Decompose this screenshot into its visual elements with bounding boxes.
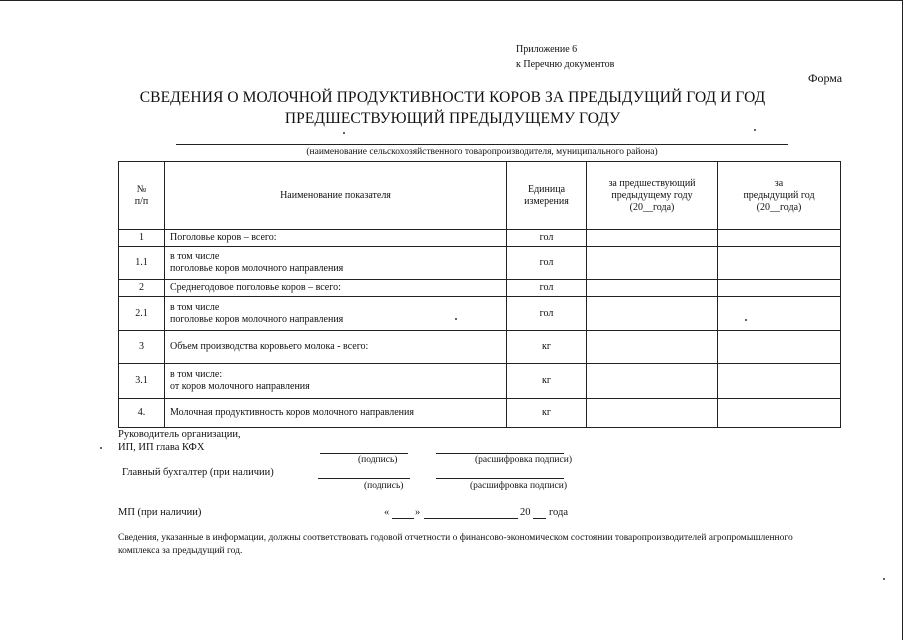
appendix-note xyxy=(516,42,614,72)
row-prev-value-cell[interactable] xyxy=(587,297,718,331)
date-year-line[interactable] xyxy=(533,518,546,519)
accountant-decoding-line[interactable] xyxy=(436,478,564,479)
header-prev-line2: предыдущему году xyxy=(611,189,693,201)
row-prev-value-cell[interactable] xyxy=(587,230,718,247)
header-last-line2: предыдущий год xyxy=(743,189,815,201)
scan-speck xyxy=(343,132,345,134)
row-unit: гол xyxy=(507,297,587,331)
head-decoding-line[interactable] xyxy=(436,453,564,454)
table-row xyxy=(119,280,841,297)
date-month-line[interactable] xyxy=(424,518,518,519)
date-close-quote: » xyxy=(415,507,421,518)
page-border-top xyxy=(0,0,903,1)
header-name: Наименование показателя xyxy=(165,162,507,230)
row-name-line2: от коров молочного направления xyxy=(170,381,310,392)
row-prev-value-cell[interactable] xyxy=(587,247,718,280)
header-num-line1: № xyxy=(136,183,147,195)
row-num: 1 xyxy=(119,230,165,247)
mp-label: МП (при наличии) xyxy=(118,507,202,518)
organization-name-line[interactable] xyxy=(176,144,788,145)
row-name-line2: поголовье коров молочного направления xyxy=(170,263,344,274)
row-last-value-cell[interactable] xyxy=(718,247,841,280)
row-name-line1: Среднегодовое поголовье коров – всего: xyxy=(170,282,341,293)
footnote: Сведения, указанные в информации, должны соответствовать годовой отчетности о финансово-экономическом состоянии товаропроизводителей агропромышленного комплекса за предыдущий год. xyxy=(118,533,793,556)
header-unit xyxy=(507,162,587,230)
title-line1: СВЕДЕНИЯ О МОЛОЧНОЙ ПРОДУКТИВНОСТИ КОРОВ ЗА ПРЕДЫДУЩИЙ ГОД И ГОД xyxy=(139,89,766,106)
row-num: 2 xyxy=(119,280,165,297)
row-name xyxy=(165,230,507,247)
row-name xyxy=(165,364,507,399)
row-name xyxy=(165,297,507,331)
row-name-line1: в том числе xyxy=(170,301,220,313)
scan-speck xyxy=(100,447,102,449)
scan-speck xyxy=(455,318,457,320)
head-label-line1: Руководитель организации, xyxy=(118,429,241,440)
row-name xyxy=(165,280,507,297)
title-line2: ПРЕДШЕСТВУЮЩИЙ ПРЕДЫДУЩЕМУ ГОДУ xyxy=(284,110,621,127)
row-last-value-cell[interactable] xyxy=(718,230,841,247)
row-prev-value-cell[interactable] xyxy=(587,280,718,297)
row-unit: гол xyxy=(507,230,587,247)
appendix-line1: Приложение 6 xyxy=(516,44,578,55)
row-num: 1.1 xyxy=(119,247,165,280)
organization-caption: (наименование сельскохозяйственного товаропроизводителя, муниципального района) xyxy=(306,147,658,157)
row-num: 2.1 xyxy=(119,297,165,331)
head-decoding-caption: (расшифровка подписи) xyxy=(475,455,572,465)
row-name-line2: поголовье коров молочного направления xyxy=(170,313,344,325)
table-row xyxy=(119,247,841,280)
head-signature-line[interactable] xyxy=(320,453,408,454)
row-prev-value-cell[interactable] xyxy=(587,399,718,428)
header-last-year xyxy=(718,162,841,230)
header-prev-year xyxy=(587,162,718,230)
document-title xyxy=(0,87,905,129)
row-last-value-cell[interactable] xyxy=(718,331,841,364)
accountant-label: Главный бухгалтер (при наличии) xyxy=(122,467,274,478)
row-unit: кг xyxy=(507,364,587,399)
scan-speck xyxy=(883,578,885,580)
row-num: 3 xyxy=(119,331,165,364)
head-signature-label xyxy=(118,428,241,454)
table-row xyxy=(119,297,841,331)
date-year-prefix: 20 xyxy=(520,507,531,518)
row-prev-value-cell[interactable] xyxy=(587,331,718,364)
table-row xyxy=(119,230,841,247)
row-last-value-cell[interactable] xyxy=(718,280,841,297)
row-name-line1: Поголовье коров – всего: xyxy=(170,232,277,243)
row-unit: кг xyxy=(507,399,587,428)
date-day-line[interactable] xyxy=(392,518,414,519)
row-name-line1: в том числе: xyxy=(170,369,223,380)
table-row xyxy=(119,399,841,428)
header-unit-line2: измерения xyxy=(524,195,569,207)
header-last-line1: за xyxy=(774,177,784,189)
scan-speck xyxy=(754,129,756,131)
row-name xyxy=(165,247,507,280)
row-unit: гол xyxy=(507,247,587,280)
head-label-line2: ИП, ИП глава КФХ xyxy=(118,442,205,453)
appendix-line2: к Перечню документов xyxy=(516,59,615,70)
row-unit: кг xyxy=(507,331,587,364)
scan-speck xyxy=(745,319,747,321)
row-last-value-cell[interactable] xyxy=(718,297,841,331)
row-name xyxy=(165,331,507,364)
header-unit-line1: Единица xyxy=(527,183,566,195)
header-prev-line3: (20__года) xyxy=(629,201,675,213)
row-name-line1: в том числе xyxy=(170,251,220,262)
row-num: 4. xyxy=(119,399,165,428)
accountant-decoding-caption: (расшифровка подписи) xyxy=(470,481,567,491)
table-row xyxy=(119,364,841,399)
header-prev-line1: за предшествующий xyxy=(608,177,696,189)
date-open-quote: « xyxy=(384,507,390,518)
form-label: Форма xyxy=(808,71,843,85)
row-name xyxy=(165,399,507,428)
accountant-signature-caption: (подпись) xyxy=(364,481,404,491)
header-num xyxy=(119,162,165,230)
accountant-signature-line[interactable] xyxy=(318,478,410,479)
header-num-line2: п/п xyxy=(134,195,149,207)
head-signature-caption: (подпись) xyxy=(358,455,398,465)
table-row xyxy=(119,331,841,364)
row-last-value-cell[interactable] xyxy=(718,364,841,399)
row-last-value-cell[interactable] xyxy=(718,399,841,428)
table-header-row xyxy=(119,162,841,230)
header-last-line3: (20__года) xyxy=(756,201,802,213)
row-name-line1: Молочная продуктивность коров молочного направления xyxy=(170,407,414,418)
productivity-table xyxy=(118,161,841,428)
row-num: 3.1 xyxy=(119,364,165,399)
row-prev-value-cell[interactable] xyxy=(587,364,718,399)
row-unit: гол xyxy=(507,280,587,297)
date-year-suffix: года xyxy=(549,507,568,518)
row-name-line1: Объем производства коровьего молока - всего: xyxy=(170,341,369,352)
